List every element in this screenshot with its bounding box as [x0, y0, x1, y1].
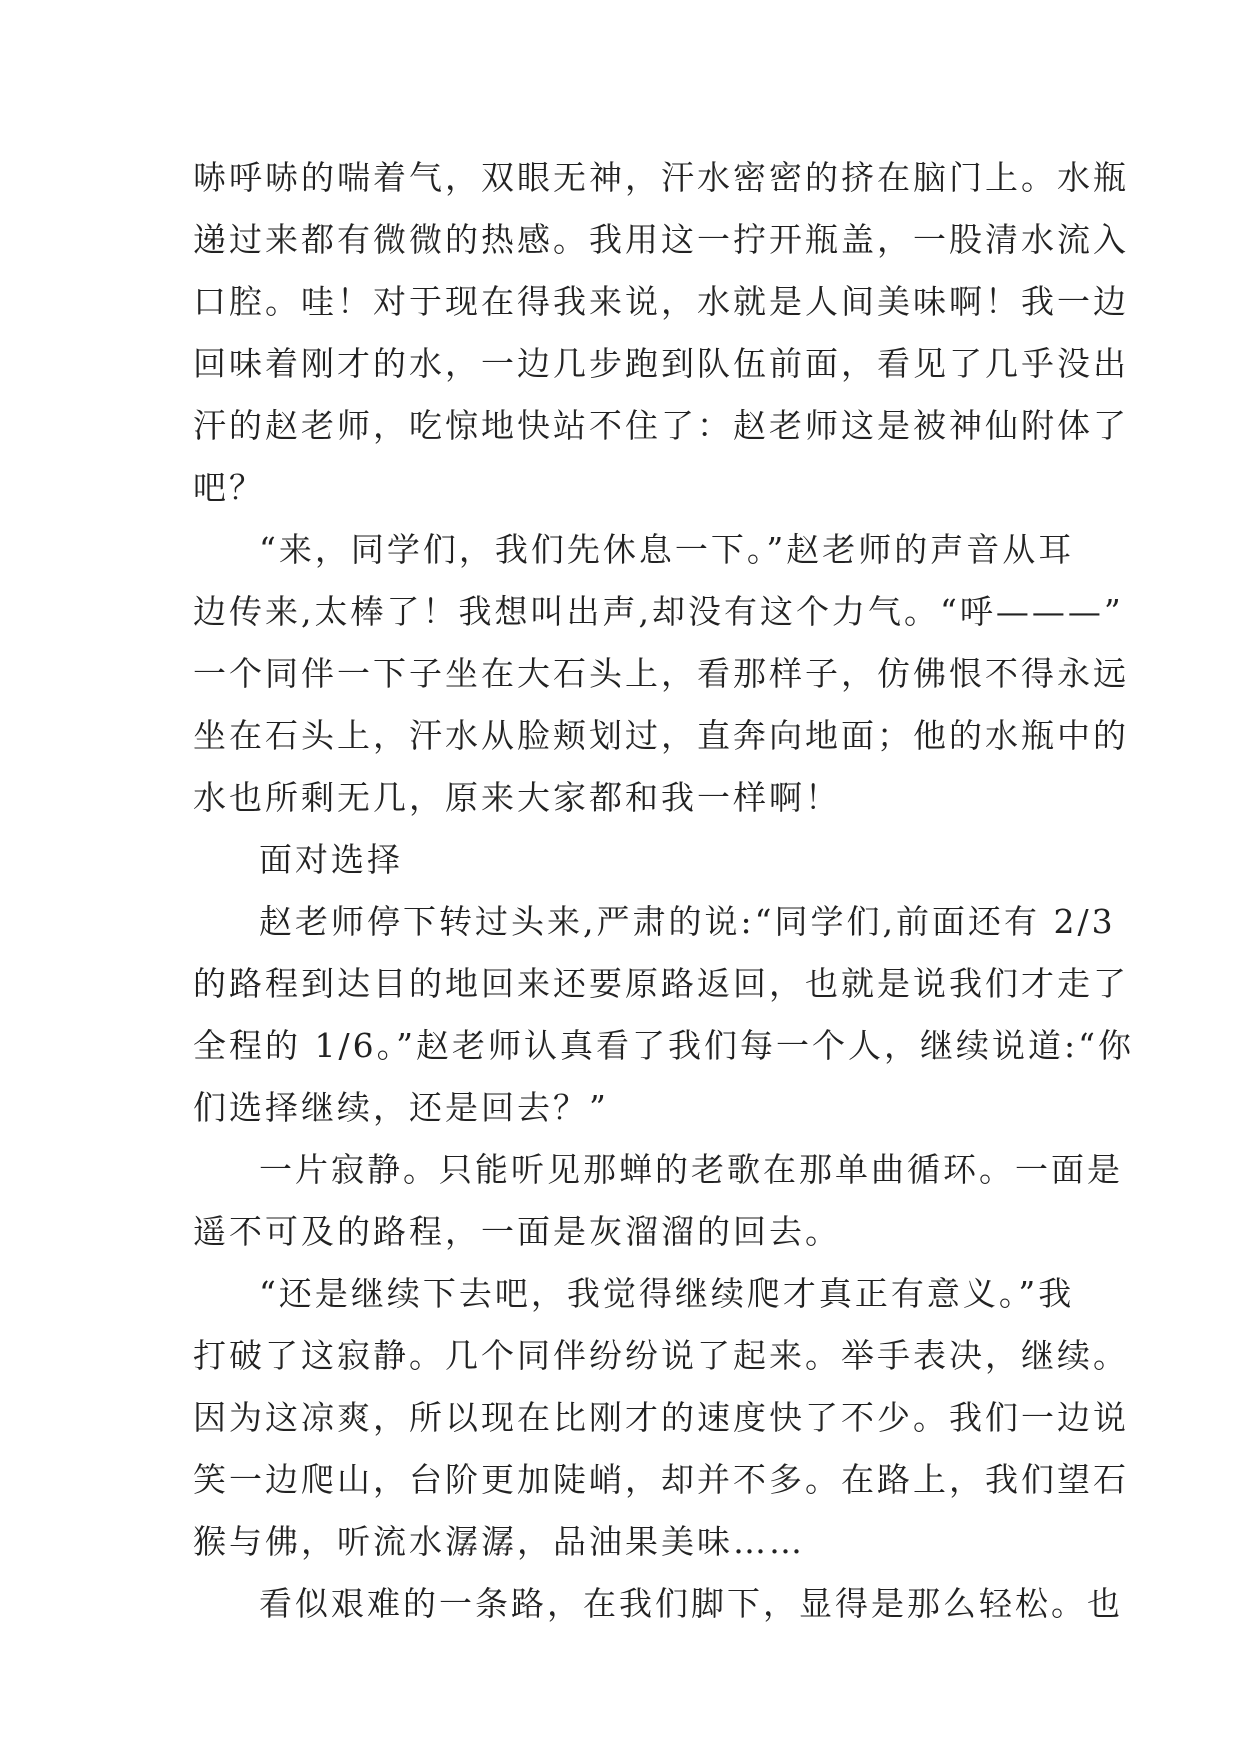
paragraph-first-line: 赵老师停下转过头来,严肃的说:“同学们,前面还有 2/3: [259, 902, 1116, 941]
paragraph-first-line: “来，同学们，我们先休息一下。”赵老师的声音从耳: [259, 530, 1075, 569]
paragraph-first-line: 一片寂静。只能听见那蝉的老歌在那单曲循环。一面是: [259, 1150, 1123, 1189]
text-line: 哧呼哧的喘着气，双眼无神，汗水密密的挤在脑门上。水瓶: [193, 158, 1129, 197]
text-line: 笑一边爬山，台阶更加陡峭，却并不多。在路上，我们望石: [193, 1460, 1129, 1499]
text-line: 边传来,太棒了！我想叫出声,却没有这个力气。“呼———”: [193, 592, 1124, 631]
text-line: 汗的赵老师，吃惊地快站不住了：赵老师这是被神仙附体了: [193, 406, 1129, 445]
text-line: 水也所剩无几，原来大家都和我一样啊！: [193, 778, 841, 817]
text-line: 的路程到达目的地回来还要原路返回，也就是说我们才走了: [193, 964, 1129, 1003]
text-line: 回味着刚才的水，一边几步跑到队伍前面，看见了几乎没出: [193, 344, 1129, 383]
text-line: 全程的 1/6。”赵老师认真看了我们每一个人，继续说道:“你: [193, 1026, 1134, 1065]
text-line: 坐在石头上，汗水从脸颊划过，直奔向地面；他的水瓶中的: [193, 716, 1129, 755]
text-line: 吧？: [193, 468, 265, 507]
paragraph-first-line: 看似艰难的一条路，在我们脚下，显得是那么轻松。也: [259, 1584, 1123, 1623]
document-page: [193, 158, 1134, 1640]
text-line: 口腔。哇！对于现在得我来说，水就是人间美味啊！我一边: [193, 282, 1129, 321]
text-line: 猴与佛，听流水潺潺，品油果美味……: [193, 1522, 805, 1561]
text-line: 打破了这寂静。几个同伴纷纷说了起来。举手表决，继续。: [193, 1336, 1129, 1375]
text-line: 一个同伴一下子坐在大石头上，看那样子，仿佛恨不得永远: [193, 654, 1129, 693]
paragraph-first-line: “还是继续下去吧，我觉得继续爬才真正有意义。”我: [259, 1274, 1075, 1313]
text-line: 们选择继续，还是回去？”: [193, 1088, 609, 1127]
text-line: 递过来都有微微的热感。我用这一拧开瓶盖，一股清水流入: [193, 220, 1129, 259]
text-line: 因为这凉爽，所以现在比刚才的速度快了不少。我们一边说: [193, 1398, 1129, 1437]
section-heading: 面对选择: [259, 840, 403, 879]
text-line: 遥不可及的路程，一面是灰溜溜的回去。: [193, 1212, 841, 1251]
